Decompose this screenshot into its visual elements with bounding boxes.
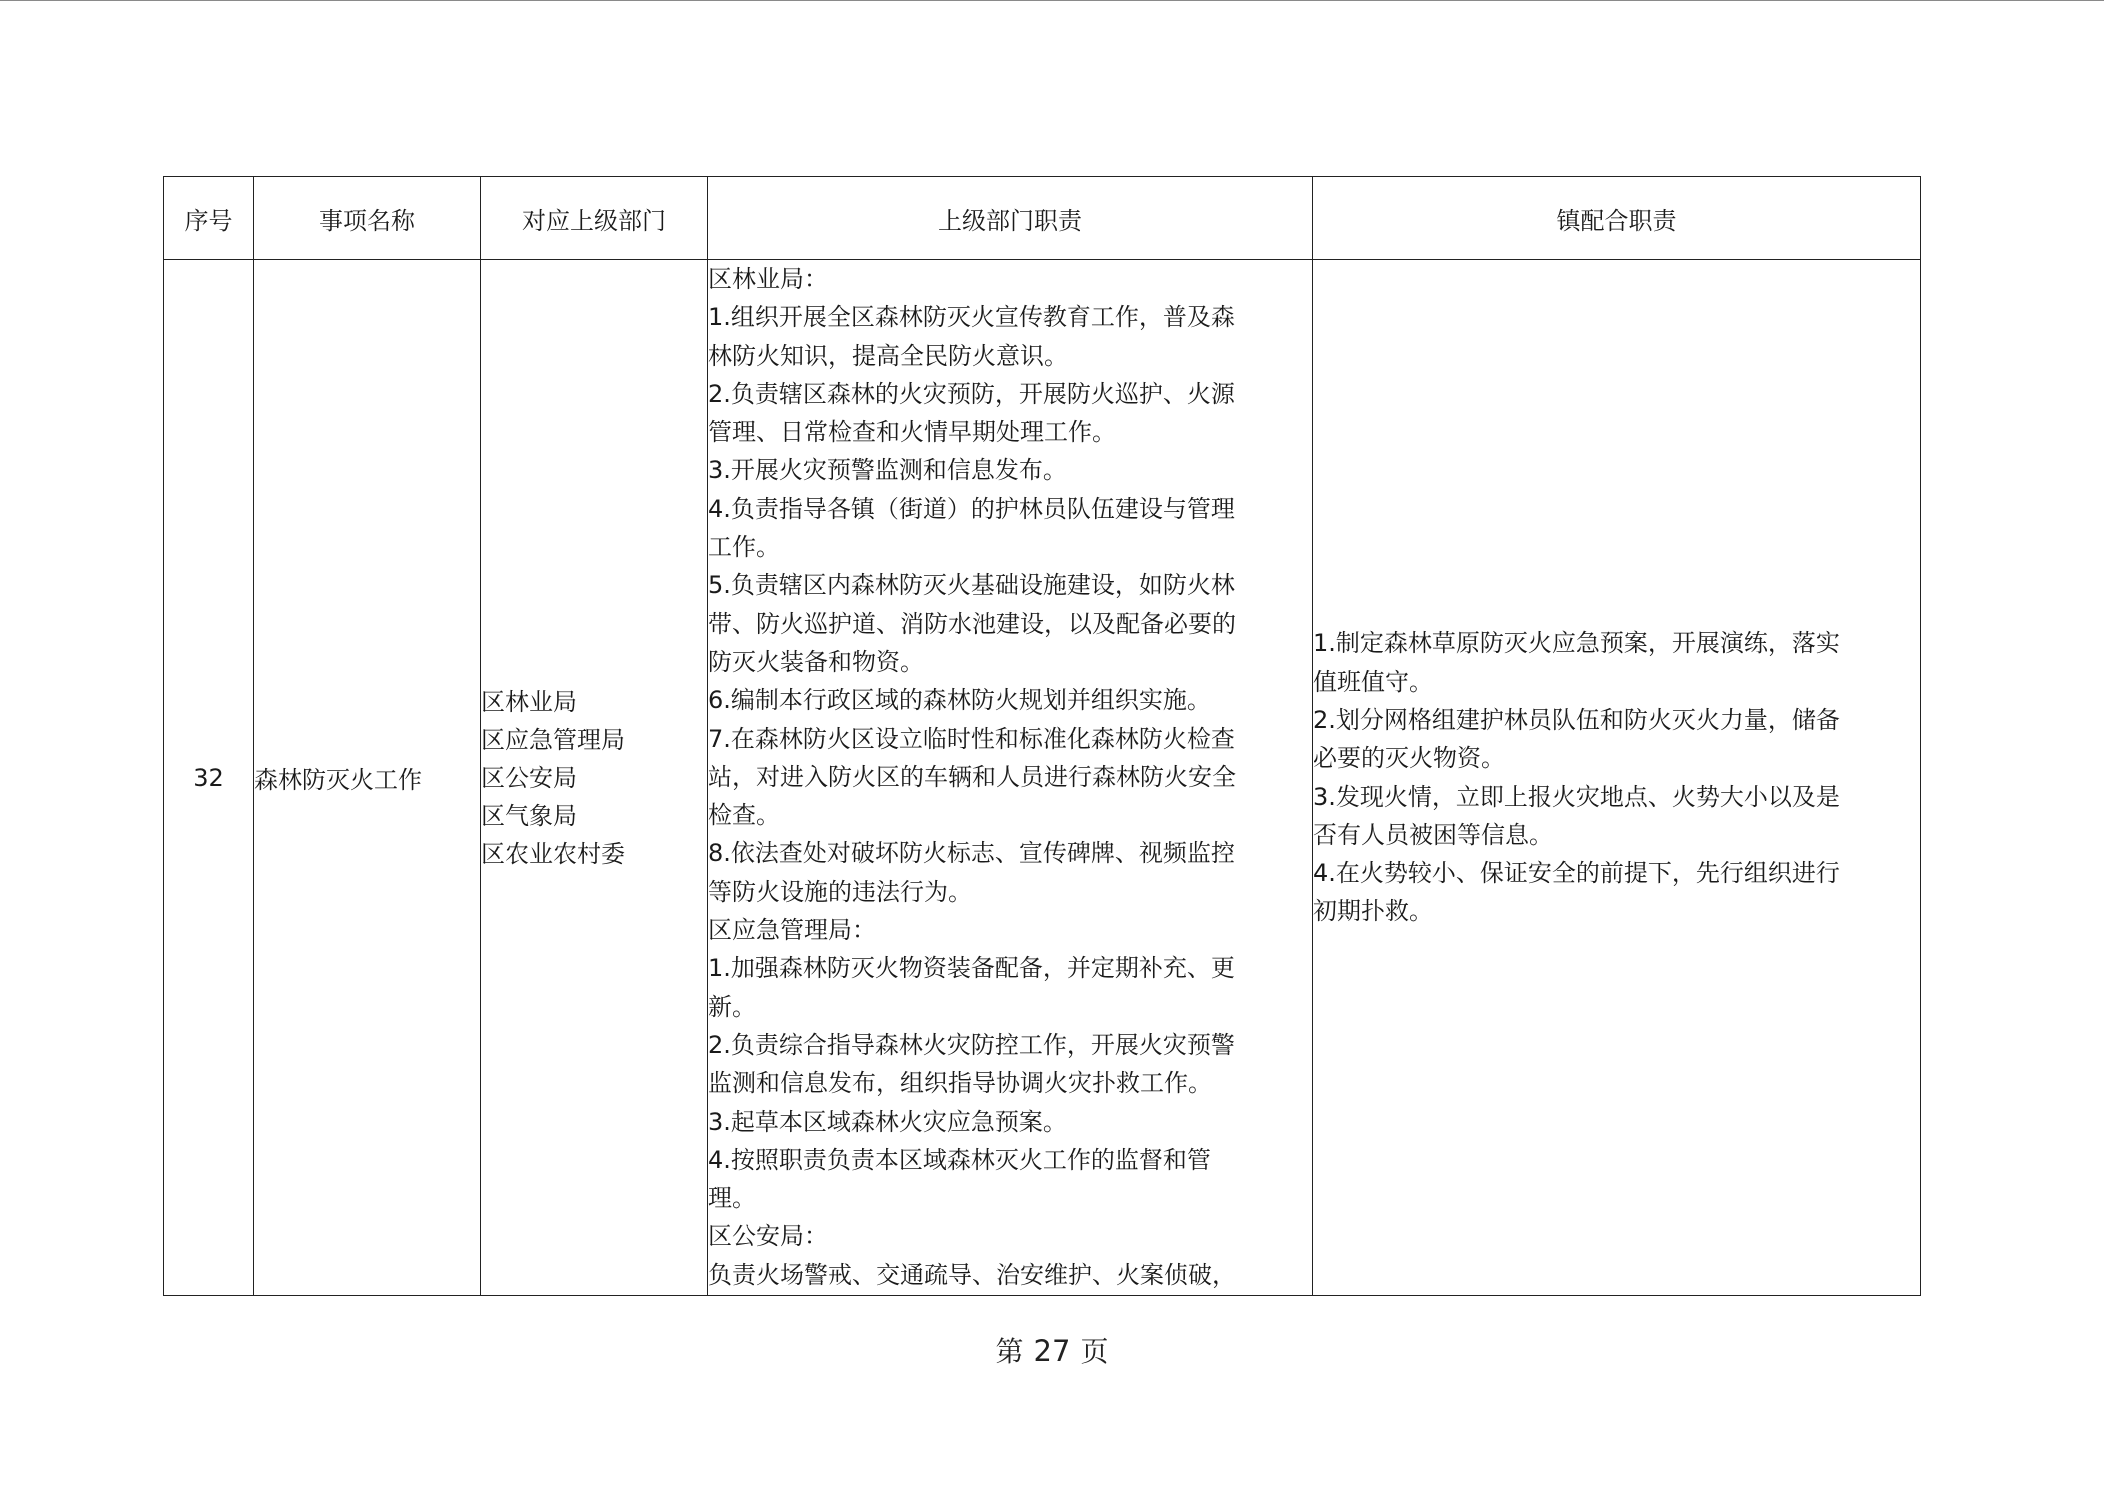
town-duty-line: 3.发现火情，立即上报火灾地点、火势大小以及是 [1313, 782, 1840, 811]
duty-line: 工作。 [708, 533, 780, 562]
row-index: 32 [164, 260, 254, 1296]
department-item: 区公安局 [481, 763, 577, 792]
duty-line: 7.在森林防火区设立临时性和标准化森林防火检查 [708, 724, 1235, 753]
page-prefix: 第 [995, 1335, 1024, 1368]
town-duty-line: 2.划分网格组建护林员队伍和防火灭火力量，储备 [1313, 705, 1840, 734]
page-number [0, 1330, 2104, 1370]
duty-line: 3.起草本区域森林火灾应急预案。 [708, 1107, 1067, 1136]
duty-line: 2.负责辖区森林的火灾预防，开展防火巡护、火源 [708, 379, 1235, 408]
duty-line: 8.依法查处对破坏防火标志、宣传碑牌、视频监控 [708, 839, 1235, 868]
table-row [164, 260, 1921, 1296]
town-duty-line: 否有人员被困等信息。 [1313, 820, 1553, 849]
duty-line: 1.组织开展全区森林防灭火宣传教育工作，普及森 [708, 303, 1235, 332]
table-header-row [164, 177, 1921, 260]
duty-line: 区林业局： [708, 265, 828, 293]
duty-table [163, 176, 1921, 1296]
duty-line: 等防火设施的违法行为。 [708, 877, 972, 906]
row-town-duty [1313, 260, 1921, 1296]
duty-line: 理。 [708, 1184, 756, 1213]
row-item-name: 森林防灭火工作 [254, 260, 481, 1296]
duty-line: 6.编制本行政区域的森林防火规划并组织实施。 [708, 686, 1211, 715]
row-departments [481, 260, 708, 1296]
duty-line: 3.开展火灾预警监测和信息发布。 [708, 456, 1067, 485]
header-upper-dept: 对应上级部门 [481, 177, 708, 260]
town-duty-line: 4.在火势较小、保证安全的前提下，先行组织进行 [1313, 859, 1840, 888]
duty-line: 新。 [708, 992, 756, 1021]
duty-line: 4.按照职责负责本区域森林灭火工作的监督和管 [708, 1145, 1211, 1174]
duty-line: 2.负责综合指导森林火灾防控工作，开展火灾预警 [708, 1030, 1235, 1059]
header-upper-duty: 上级部门职责 [708, 177, 1313, 260]
row-upper-duty [708, 260, 1313, 1296]
duty-line: 带、防火巡护道、消防水池建设，以及配备必要的 [708, 609, 1236, 638]
department-item: 区林业局 [481, 687, 577, 716]
header-item-name: 事项名称 [254, 177, 481, 260]
duty-line: 区应急管理局： [708, 916, 876, 945]
duty-line: 负责火场警戒、交通疏导、治安维护、火案侦破， [708, 1260, 1236, 1289]
duty-line: 管理、日常检查和火情早期处理工作。 [708, 418, 1116, 447]
department-item: 区应急管理局 [481, 725, 625, 754]
duty-line: 4.负责指导各镇（街道）的护林员队伍建设与管理 [708, 494, 1235, 523]
top-border-rule [0, 0, 2104, 1]
duty-line: 防灭火装备和物资。 [708, 647, 924, 676]
upper-duty-text [708, 260, 1312, 1293]
duty-line: 5.负责辖区内森林防灭火基础设施建设，如防火林 [708, 571, 1235, 600]
duty-line: 区公安局： [708, 1222, 828, 1251]
page-suffix: 页 [1080, 1335, 1109, 1368]
town-duty-line: 值班值守。 [1313, 667, 1433, 696]
department-item: 区气象局 [481, 801, 577, 830]
duty-line: 1.加强森林防灭火物资装备配备，并定期补充、更 [708, 954, 1235, 983]
department-item: 区农业农村委 [481, 839, 625, 868]
town-duty-line: 1.制定森林草原防灭火应急预案，开展演练，落实 [1313, 629, 1840, 658]
duty-line: 林防火知识，提高全民防火意识。 [708, 341, 1068, 370]
page-number-value: 27 [1033, 1334, 1071, 1368]
duty-line: 监测和信息发布，组织指导协调火灾扑救工作。 [708, 1069, 1212, 1098]
header-town-duty: 镇配合职责 [1313, 177, 1921, 260]
duty-line: 站，对进入防火区的车辆和人员进行森林防火安全 [708, 762, 1236, 791]
duty-line: 检查。 [708, 801, 780, 830]
town-duty-line: 初期扑救。 [1313, 897, 1433, 926]
town-duty-line: 必要的灭火物资。 [1313, 744, 1505, 773]
header-index: 序号 [164, 177, 254, 260]
